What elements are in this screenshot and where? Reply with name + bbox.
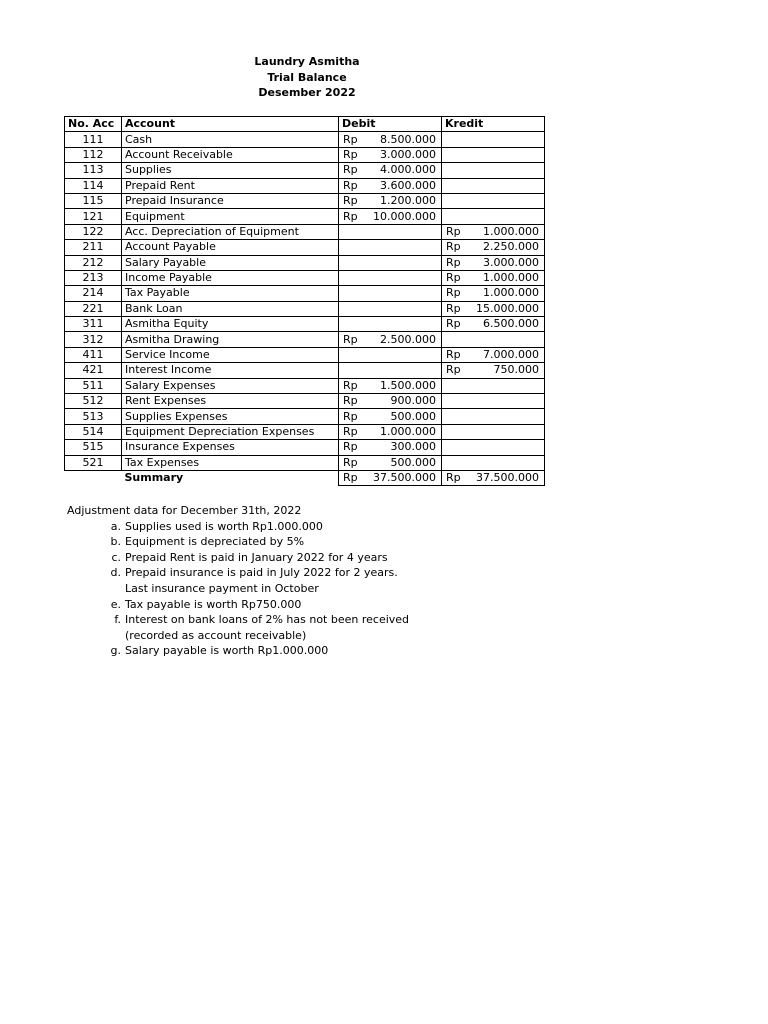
account-number: 521 bbox=[65, 455, 122, 470]
debit-cell bbox=[339, 178, 442, 193]
account-name: Account Receivable bbox=[122, 147, 339, 162]
credit-cell bbox=[442, 301, 545, 316]
debit-currency: Rp bbox=[343, 163, 358, 177]
credit-amount: 750.000 bbox=[493, 363, 539, 377]
account-name: Cash bbox=[122, 132, 339, 147]
adjustment-text: Prepaid Rent is paid in January 2022 for 4 years bbox=[125, 550, 388, 564]
account-name: Supplies bbox=[122, 163, 339, 178]
account-number: 122 bbox=[65, 224, 122, 239]
credit-cell bbox=[442, 424, 545, 439]
credit-cell bbox=[442, 409, 545, 424]
adjustment-list bbox=[67, 519, 409, 659]
account-name: Supplies Expenses bbox=[122, 409, 339, 424]
account-name: Insurance Expenses bbox=[122, 440, 339, 455]
account-name: Tax Payable bbox=[122, 286, 339, 301]
credit-currency: Rp bbox=[446, 317, 461, 331]
debit-amount: 900.000 bbox=[390, 394, 436, 408]
credit-cell bbox=[442, 378, 545, 393]
credit-cell bbox=[442, 363, 545, 378]
adjustment-marker: c. bbox=[111, 550, 121, 564]
table-body bbox=[65, 132, 545, 471]
adjustment-item bbox=[67, 534, 409, 550]
account-number: 212 bbox=[65, 255, 122, 270]
debit-cell bbox=[339, 378, 442, 393]
account-name: Salary Payable bbox=[122, 255, 339, 270]
debit-currency: Rp bbox=[343, 209, 358, 223]
account-number: 411 bbox=[65, 347, 122, 362]
table-row bbox=[65, 240, 545, 255]
header-credit: Kredit bbox=[442, 117, 545, 132]
credit-amount: 15.000.000 bbox=[476, 301, 539, 315]
table-row bbox=[65, 270, 545, 285]
debit-cell bbox=[339, 255, 442, 270]
account-name: Equipment bbox=[122, 209, 339, 224]
adjustment-marker: f. bbox=[114, 613, 121, 627]
credit-cell bbox=[442, 178, 545, 193]
account-number: 512 bbox=[65, 394, 122, 409]
account-name: Income Payable bbox=[122, 270, 339, 285]
table-row bbox=[65, 163, 545, 178]
adjustment-text: Salary payable is worth Rp1.000.000 bbox=[125, 644, 329, 658]
account-name: Service Income bbox=[122, 347, 339, 362]
trial-balance-table bbox=[64, 116, 545, 486]
adjustment-title: Adjustment data for December 31th, 2022 bbox=[67, 504, 302, 517]
debit-amount: 3.000.000 bbox=[380, 147, 436, 161]
account-number: 211 bbox=[65, 240, 122, 255]
debit-currency: Rp bbox=[343, 440, 358, 454]
adjustment-item bbox=[67, 612, 409, 643]
credit-cell bbox=[442, 317, 545, 332]
debit-amount: 8.500.000 bbox=[380, 132, 436, 146]
summary-debit-amount: 37.500.000 bbox=[373, 471, 436, 485]
debit-amount: 2.500.000 bbox=[380, 332, 436, 346]
credit-cell bbox=[442, 440, 545, 455]
account-number: 421 bbox=[65, 363, 122, 378]
debit-cell bbox=[339, 240, 442, 255]
debit-cell bbox=[339, 286, 442, 301]
debit-cell bbox=[339, 193, 442, 208]
table-row bbox=[65, 193, 545, 208]
company-name: Laundry Asmitha bbox=[254, 55, 360, 68]
adjustment-item bbox=[67, 565, 409, 596]
adjustment-text: Interest on bank loans of 2% has not been received (recorded as account receivable) bbox=[125, 613, 410, 642]
account-number: 511 bbox=[65, 378, 122, 393]
table-row bbox=[65, 255, 545, 270]
credit-cell bbox=[442, 163, 545, 178]
debit-amount: 1.500.000 bbox=[380, 378, 436, 392]
credit-currency: Rp bbox=[446, 224, 461, 238]
debit-currency: Rp bbox=[343, 132, 358, 146]
account-number: 311 bbox=[65, 317, 122, 332]
adjustment-item bbox=[67, 643, 409, 659]
table-row bbox=[65, 378, 545, 393]
credit-cell bbox=[442, 332, 545, 347]
credit-amount: 6.500.000 bbox=[483, 317, 539, 331]
table-row bbox=[65, 332, 545, 347]
summary-credit-amount: 37.500.000 bbox=[476, 471, 539, 485]
report-period: Desember 2022 bbox=[258, 86, 356, 99]
account-number: 114 bbox=[65, 178, 122, 193]
credit-cell bbox=[442, 347, 545, 362]
debit-cell bbox=[339, 440, 442, 455]
header-account: Account bbox=[122, 117, 339, 132]
adjustment-text: Tax payable is worth Rp750.000 bbox=[125, 597, 302, 611]
adjustment-text: Prepaid insurance is paid in July 2022 for 2 years. Last insurance payment in October bbox=[125, 566, 398, 595]
adjustment-marker: g. bbox=[110, 644, 121, 658]
table-row bbox=[65, 455, 545, 470]
account-number: 515 bbox=[65, 440, 122, 455]
credit-amount: 3.000.000 bbox=[483, 255, 539, 269]
account-name: Prepaid Rent bbox=[122, 178, 339, 193]
table-header-row bbox=[65, 117, 545, 132]
table-row bbox=[65, 409, 545, 424]
adjustment-item bbox=[67, 597, 409, 613]
account-number: 111 bbox=[65, 132, 122, 147]
credit-currency: Rp bbox=[446, 363, 461, 377]
account-number: 312 bbox=[65, 332, 122, 347]
summary-label: Summary bbox=[124, 471, 184, 485]
account-name: Rent Expenses bbox=[122, 394, 339, 409]
summary-row bbox=[65, 470, 545, 485]
account-name: Asmitha Drawing bbox=[122, 332, 339, 347]
account-name: Asmitha Equity bbox=[122, 317, 339, 332]
table-row bbox=[65, 317, 545, 332]
table-row bbox=[65, 301, 545, 316]
account-name: Account Payable bbox=[122, 240, 339, 255]
credit-cell bbox=[442, 209, 545, 224]
debit-amount: 1.000.000 bbox=[380, 425, 436, 438]
account-name: Salary Expenses bbox=[122, 378, 339, 393]
account-number: 113 bbox=[65, 163, 122, 178]
credit-cell bbox=[442, 193, 545, 208]
table-row bbox=[65, 440, 545, 455]
debit-currency: Rp bbox=[343, 455, 358, 469]
credit-cell bbox=[442, 455, 545, 470]
account-name: Bank Loan bbox=[122, 301, 339, 316]
debit-currency: Rp bbox=[343, 378, 358, 392]
debit-amount: 4.000.000 bbox=[380, 163, 436, 177]
debit-cell bbox=[339, 301, 442, 316]
account-number: 513 bbox=[65, 409, 122, 424]
table-row bbox=[65, 178, 545, 193]
debit-cell bbox=[339, 332, 442, 347]
table-row bbox=[65, 347, 545, 362]
adjustment-text: Equipment is depreciated by 5% bbox=[125, 535, 305, 549]
debit-currency: Rp bbox=[343, 332, 358, 346]
credit-cell bbox=[442, 394, 545, 409]
credit-amount: 7.000.000 bbox=[483, 348, 539, 362]
table-row bbox=[65, 394, 545, 409]
header-debit: Debit bbox=[339, 117, 442, 132]
credit-currency: Rp bbox=[446, 271, 461, 285]
table-row bbox=[65, 132, 545, 147]
table-row bbox=[65, 286, 545, 301]
credit-cell bbox=[442, 270, 545, 285]
debit-cell bbox=[339, 317, 442, 332]
account-number: 121 bbox=[65, 209, 122, 224]
adjustment-marker: d. bbox=[110, 566, 121, 580]
credit-cell bbox=[442, 240, 545, 255]
adjustment-text: Supplies used is worth Rp1.000.000 bbox=[125, 519, 323, 533]
credit-cell bbox=[442, 286, 545, 301]
debit-amount: 10.000.000 bbox=[373, 209, 436, 223]
debit-currency: Rp bbox=[343, 147, 358, 161]
adjustment-item bbox=[67, 519, 409, 535]
debit-amount: 500.000 bbox=[390, 455, 436, 469]
debit-cell bbox=[339, 132, 442, 147]
debit-cell bbox=[339, 394, 442, 409]
credit-currency: Rp bbox=[446, 286, 461, 300]
debit-currency: Rp bbox=[343, 425, 358, 438]
summary-credit bbox=[442, 470, 545, 485]
summary-debit bbox=[339, 470, 442, 485]
credit-currency: Rp bbox=[446, 240, 461, 254]
debit-currency: Rp bbox=[343, 409, 358, 423]
debit-amount: 500.000 bbox=[390, 409, 436, 423]
debit-cell bbox=[339, 455, 442, 470]
adjustment-section bbox=[67, 503, 409, 659]
credit-currency: Rp bbox=[446, 255, 461, 269]
account-name: Tax Expenses bbox=[122, 455, 339, 470]
table-row bbox=[65, 224, 545, 239]
account-name: Prepaid Insurance bbox=[122, 193, 339, 208]
account-number: 221 bbox=[65, 301, 122, 316]
debit-amount: 3.600.000 bbox=[380, 178, 436, 192]
debit-amount: 1.200.000 bbox=[380, 194, 436, 208]
debit-currency: Rp bbox=[343, 194, 358, 208]
account-number: 214 bbox=[65, 286, 122, 301]
report-title: Trial Balance bbox=[267, 71, 347, 84]
debit-cell bbox=[339, 147, 442, 162]
debit-cell bbox=[339, 270, 442, 285]
credit-cell bbox=[442, 132, 545, 147]
debit-cell bbox=[339, 224, 442, 239]
adjustment-marker: a. bbox=[110, 519, 121, 533]
table-row bbox=[65, 147, 545, 162]
summary-debit-currency: Rp bbox=[343, 471, 358, 485]
credit-cell bbox=[442, 147, 545, 162]
credit-cell bbox=[442, 224, 545, 239]
table-row bbox=[65, 424, 545, 439]
account-number: 112 bbox=[65, 147, 122, 162]
header-no-acc: No. Acc bbox=[65, 117, 122, 132]
credit-cell bbox=[442, 255, 545, 270]
adjustment-marker: b. bbox=[110, 535, 121, 549]
credit-amount: 1.000.000 bbox=[483, 271, 539, 285]
credit-amount: 1.000.000 bbox=[483, 286, 539, 300]
credit-amount: 2.250.000 bbox=[483, 240, 539, 254]
debit-amount: 300.000 bbox=[390, 440, 436, 454]
account-number: 213 bbox=[65, 270, 122, 285]
account-number: 115 bbox=[65, 193, 122, 208]
debit-cell bbox=[339, 163, 442, 178]
debit-cell bbox=[339, 363, 442, 378]
credit-amount: 1.000.000 bbox=[483, 224, 539, 238]
adjustment-marker: e. bbox=[110, 597, 121, 611]
account-name: Interest Income bbox=[122, 363, 339, 378]
debit-cell bbox=[339, 409, 442, 424]
table-row bbox=[65, 363, 545, 378]
summary-spacer bbox=[65, 470, 122, 485]
debit-currency: Rp bbox=[343, 178, 358, 192]
debit-cell bbox=[339, 424, 442, 439]
credit-currency: Rp bbox=[446, 301, 461, 315]
account-name: Equipment Depreciation Expenses bbox=[122, 424, 339, 439]
account-name: Acc. Depreciation of Equipment bbox=[122, 224, 339, 239]
debit-cell bbox=[339, 209, 442, 224]
table-row bbox=[65, 209, 545, 224]
account-number: 514 bbox=[65, 424, 122, 439]
debit-cell bbox=[339, 347, 442, 362]
summary-credit-currency: Rp bbox=[446, 471, 461, 485]
credit-currency: Rp bbox=[446, 348, 461, 362]
debit-currency: Rp bbox=[343, 394, 358, 408]
adjustment-item bbox=[67, 550, 409, 566]
